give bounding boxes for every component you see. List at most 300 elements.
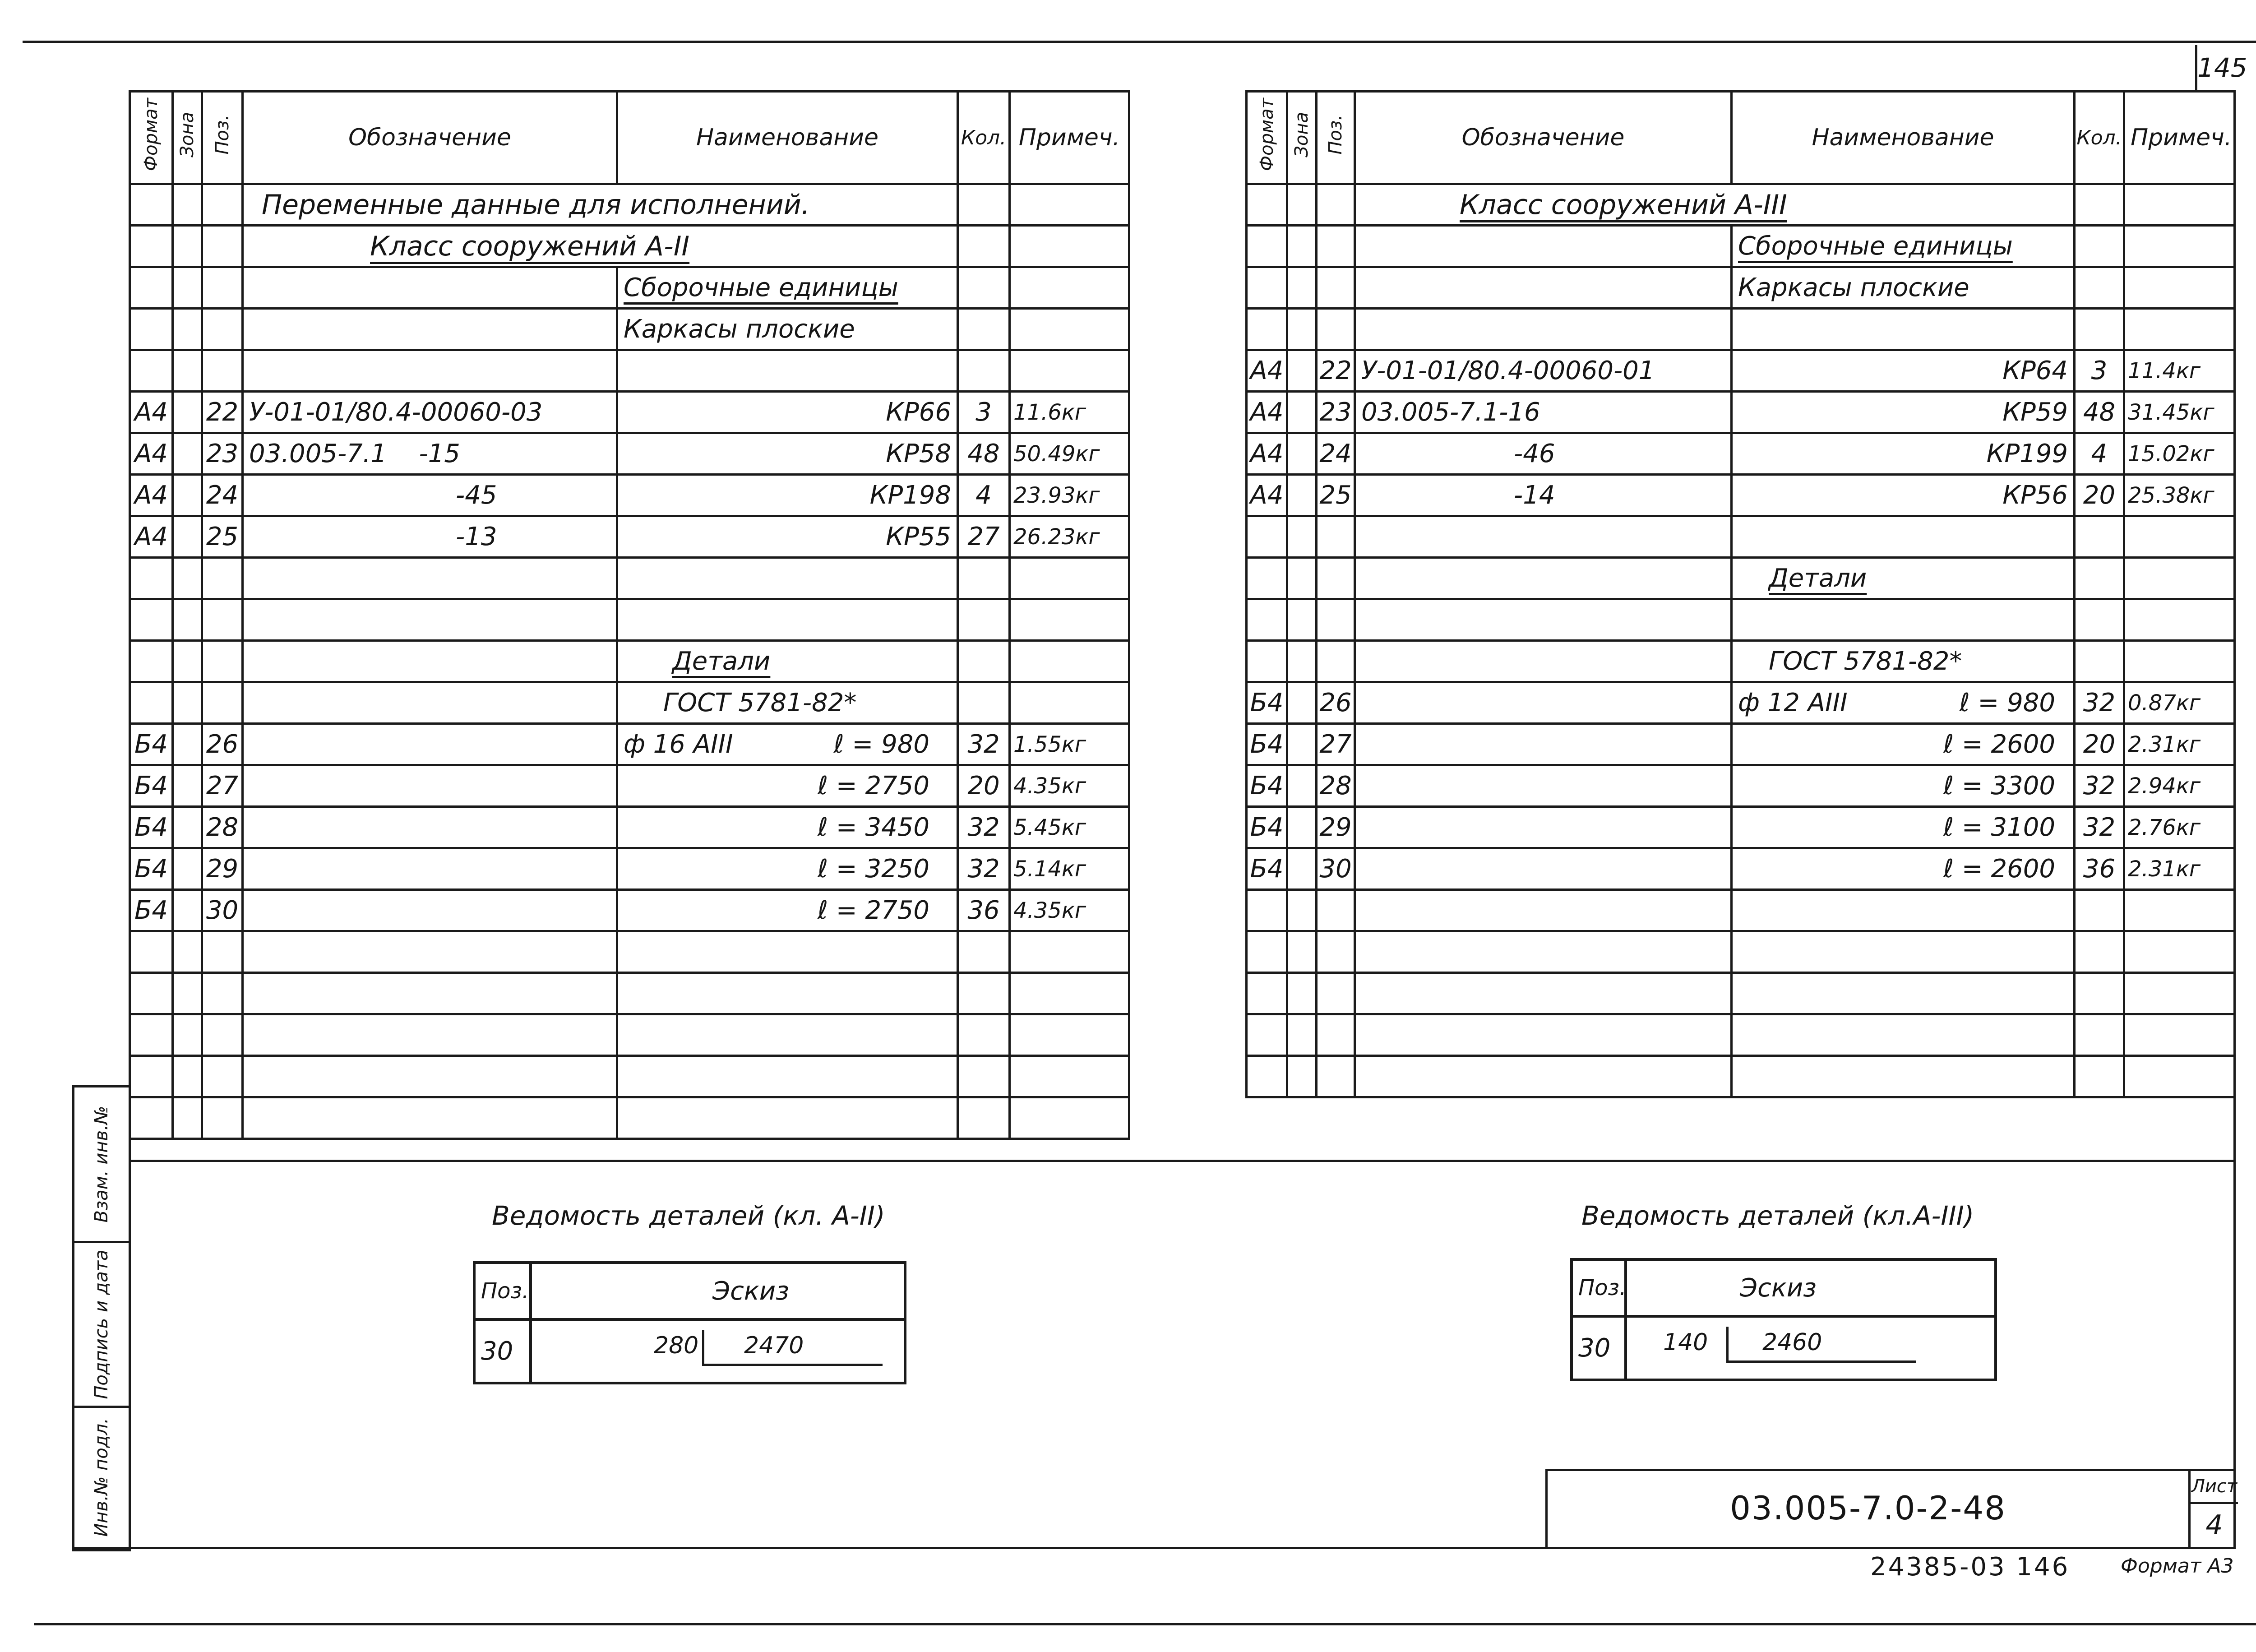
cell-text: ℓ = 980 (833, 730, 929, 759)
table-cell (2075, 1056, 2124, 1097)
table-cell (1317, 1014, 1355, 1056)
table-cell (1287, 226, 1317, 267)
table-cell (243, 599, 617, 641)
table-cell (1010, 682, 1129, 724)
table-cell: 25.38кг (2124, 475, 2235, 516)
table-cell: Б4 (130, 765, 173, 807)
cell-text: Зона (1291, 112, 1312, 157)
table-cell (2075, 267, 2124, 309)
table-row (1247, 392, 2235, 433)
table-row (130, 848, 1129, 890)
left-title-variable-data: Переменные данные для исполнений. (262, 189, 810, 221)
table-cell (1010, 350, 1129, 392)
table-cell (243, 724, 617, 765)
table-cell (1247, 558, 1287, 599)
table-cell: 36 (2075, 848, 2124, 890)
table-cell (2075, 309, 2124, 350)
table-cell: КР64 (1732, 350, 2075, 392)
table-cell (202, 226, 243, 267)
table-cell (617, 931, 958, 973)
table-cell (1355, 807, 1732, 848)
right-sketch-dim2: 2460 (1762, 1329, 1822, 1356)
table-cell (130, 350, 173, 392)
table-cell: Кол. (2075, 92, 2124, 184)
table-cell: Примеч. (2124, 92, 2235, 184)
table-cell (1010, 1056, 1129, 1097)
table-cell: 03.005-7.1 -15 (243, 433, 617, 475)
table-cell (130, 267, 173, 309)
table-row (1247, 475, 2235, 516)
table-cell (243, 973, 617, 1014)
table-cell (1247, 184, 1287, 226)
left-sketch-dim2: 2470 (744, 1332, 804, 1359)
table-cell (173, 475, 202, 516)
table-cell (1010, 226, 1129, 267)
table-cell: 32 (958, 724, 1010, 765)
table-cell: 2.94кг (2124, 765, 2235, 807)
table-cell (1247, 973, 1287, 1014)
table-cell: 25 (1317, 475, 1355, 516)
table-cell (1010, 641, 1129, 682)
table-cell (243, 890, 617, 931)
table-row (130, 724, 1129, 765)
table-cell (958, 641, 1010, 682)
table-cell: Б4 (1247, 765, 1287, 807)
table-cell: 4 (2075, 433, 2124, 475)
table-cell (202, 184, 243, 226)
table-cell (958, 973, 1010, 1014)
table-cell (2124, 931, 2235, 973)
table-cell (2075, 599, 2124, 641)
table-cell (958, 184, 1010, 226)
table-cell (1287, 433, 1317, 475)
table-cell (1355, 890, 1732, 931)
table-cell: КР66 (617, 392, 958, 433)
signature-date-label: Подпись и дата (91, 1249, 112, 1399)
table-cell (2124, 890, 2235, 931)
table-cell (1355, 1056, 1732, 1097)
table-cell (1247, 267, 1287, 309)
table-cell: 15.02кг (2124, 433, 2235, 475)
table-cell: -13 (243, 516, 617, 558)
table-cell: 32 (2075, 682, 2124, 724)
inv-replace-cell (74, 1087, 129, 1243)
table-cell (2124, 309, 2235, 350)
table-cell (2075, 1014, 2124, 1056)
table-cell (1287, 267, 1317, 309)
table-cell: Б4 (1247, 848, 1287, 890)
table-cell (173, 1097, 202, 1139)
table-cell (1732, 890, 2075, 931)
table-cell: 20 (2075, 475, 2124, 516)
table-cell: 30 (1317, 848, 1355, 890)
table-cell (1355, 931, 1732, 973)
left-section-frames: Каркасы плоские (624, 315, 855, 344)
table-cell (617, 724, 958, 765)
table-cell (173, 807, 202, 848)
table-cell (617, 267, 958, 309)
table-cell: ℓ = 2600 (1732, 724, 2075, 765)
table-cell (1287, 558, 1317, 599)
table-cell (617, 1097, 958, 1139)
table-cell (1287, 475, 1317, 516)
left-spec-table (129, 90, 1130, 1140)
table-cell: 23 (202, 433, 243, 475)
table-cell (130, 92, 173, 184)
table-cell (2124, 1014, 2235, 1056)
table-cell (1355, 724, 1732, 765)
table-cell: 50.49кг (1010, 433, 1129, 475)
table-cell: Б4 (1247, 724, 1287, 765)
table-cell (1317, 1056, 1355, 1097)
table-cell (243, 184, 958, 226)
table-cell: 48 (958, 433, 1010, 475)
table-cell: 32 (958, 848, 1010, 890)
table-cell (243, 931, 617, 973)
col-pos-label: Поз. (212, 115, 233, 155)
table-cell (1355, 516, 1732, 558)
table-cell (2124, 558, 2235, 599)
table-cell (1355, 309, 1732, 350)
left-title-class: Класс сооружений А-II (370, 230, 690, 262)
table-cell (617, 350, 958, 392)
table-cell (1287, 599, 1317, 641)
table-row (1247, 350, 2235, 392)
table-cell (173, 848, 202, 890)
table-cell (202, 1097, 243, 1139)
table-cell (1317, 267, 1355, 309)
right-title-class: Класс сооружений А-III (1460, 189, 1787, 221)
inv-original-cell (74, 1408, 129, 1547)
table-cell (2075, 516, 2124, 558)
table-cell: 27 (1317, 724, 1355, 765)
table-cell: КР56 (1732, 475, 2075, 516)
table-row (1247, 433, 2235, 475)
table-cell (1355, 682, 1732, 724)
cell-text: Формат (1256, 98, 1277, 171)
table-cell (243, 226, 958, 267)
table-cell: 11.6кг (1010, 392, 1129, 433)
left-bar-sketch (654, 1330, 884, 1366)
table-cell (2124, 184, 2235, 226)
inv-replace-label: Взам. инв.№ (91, 1106, 112, 1223)
table-cell (1317, 184, 1355, 226)
table-cell (1355, 226, 1732, 267)
table-cell (958, 267, 1010, 309)
table-cell: Б4 (1247, 682, 1287, 724)
table-cell (173, 765, 202, 807)
right-section-details: Детали (1769, 564, 1867, 593)
table-cell: У-01-01/80.4-00060-03 (243, 392, 617, 433)
table-cell: КР59 (1732, 392, 2075, 433)
table-cell (1732, 309, 2075, 350)
table-cell: 4.35кг (1010, 765, 1129, 807)
table-cell (958, 1056, 1010, 1097)
table-cell (202, 1014, 243, 1056)
table-cell (1247, 516, 1287, 558)
table-cell (173, 682, 202, 724)
col-format-label: Формат (141, 98, 162, 171)
table-cell (2124, 1056, 2235, 1097)
table-cell: У-01-01/80.4-00060-01 (1355, 350, 1732, 392)
table-cell (173, 1056, 202, 1097)
table-cell (2075, 890, 2124, 931)
table-cell (130, 931, 173, 973)
table-cell: -14 (1355, 475, 1732, 516)
table-cell (1355, 558, 1732, 599)
right-section-frames: Каркасы плоские (1738, 273, 1969, 302)
table-cell: 32 (2075, 807, 2124, 848)
sheet-number: 4 (2205, 1509, 2223, 1541)
table-cell: 2.31кг (2124, 848, 2235, 890)
table-cell (173, 267, 202, 309)
table-cell: А4 (130, 516, 173, 558)
table-cell (130, 1097, 173, 1139)
col-designation-label: Обозначение (243, 92, 617, 184)
table-cell (1010, 599, 1129, 641)
right-statement-title: Ведомость деталей (кл.А-III) (1581, 1200, 1974, 1231)
table-cell (958, 350, 1010, 392)
table-cell (1355, 184, 2075, 226)
inv-original-label: Инв.№ подл. (91, 1418, 112, 1537)
table-cell (1247, 226, 1287, 267)
table-cell (1732, 682, 2075, 724)
right-bar-spec: ф 12 АIII (1738, 688, 1848, 717)
table-cell (1355, 599, 1732, 641)
table-cell (1317, 92, 1355, 184)
table-cell (173, 599, 202, 641)
table-cell (1317, 641, 1355, 682)
table-cell (2124, 226, 2235, 267)
table-cell (2124, 516, 2235, 558)
left-sketch-pos: 30 (474, 1319, 531, 1383)
table-cell (958, 682, 1010, 724)
table-cell (202, 350, 243, 392)
table-cell: Наименование (1732, 92, 2075, 184)
table-cell (1287, 1014, 1317, 1056)
table-cell: 2.31кг (2124, 724, 2235, 765)
table-row (130, 807, 1129, 848)
table-cell (1317, 226, 1355, 267)
table-cell: 5.45кг (1010, 807, 1129, 848)
table-cell (958, 931, 1010, 973)
table-cell (2124, 599, 2235, 641)
table-cell (958, 1097, 1010, 1139)
table-cell: А4 (1247, 433, 1287, 475)
table-cell (1247, 1056, 1287, 1097)
table-cell (617, 309, 958, 350)
table-cell: 2.76кг (2124, 807, 2235, 848)
table-cell: 20 (958, 765, 1010, 807)
table-cell (202, 309, 243, 350)
left-bar-spec: ф 16 АIII (624, 730, 733, 759)
table-cell (1317, 599, 1355, 641)
table-cell (617, 1014, 958, 1056)
table-cell: 29 (1317, 807, 1355, 848)
table-cell (1287, 392, 1317, 433)
table-cell (1732, 267, 2075, 309)
table-cell: 26 (202, 724, 243, 765)
table-cell (2124, 973, 2235, 1014)
table-cell (1247, 641, 1287, 682)
table-cell (1010, 309, 1129, 350)
table-cell (1247, 92, 1287, 184)
table-cell (202, 558, 243, 599)
table-cell (1010, 1097, 1129, 1139)
table-cell (1287, 807, 1317, 848)
table-cell: 5.14кг (1010, 848, 1129, 890)
table-row (130, 516, 1129, 558)
left-section-details: Детали (672, 647, 771, 676)
table-cell (173, 433, 202, 475)
table-cell (243, 682, 617, 724)
table-cell: КР58 (617, 433, 958, 475)
left-sketch-pos-header: Поз. (474, 1263, 531, 1319)
table-cell (1732, 226, 2075, 267)
table-cell: 24 (1317, 433, 1355, 475)
table-cell (958, 226, 1010, 267)
right-sketch-dim1: 140 (1663, 1329, 1708, 1356)
table-cell (173, 516, 202, 558)
table-cell (1317, 973, 1355, 1014)
table-row (1247, 765, 2235, 807)
table-cell: 22 (1317, 350, 1355, 392)
table-cell (1317, 309, 1355, 350)
table-cell (958, 599, 1010, 641)
table-cell (173, 184, 202, 226)
table-cell: А4 (1247, 392, 1287, 433)
table-cell: 0.87кг (2124, 682, 2235, 724)
page-number: 145 (2197, 52, 2247, 83)
table-cell: Б4 (1247, 807, 1287, 848)
table-cell: 28 (1317, 765, 1355, 807)
table-cell: ℓ = 2600 (1732, 848, 2075, 890)
table-cell: 25 (202, 516, 243, 558)
table-cell (617, 1056, 958, 1097)
cell-text: Поз. (1325, 115, 1346, 155)
table-cell: 28 (202, 807, 243, 848)
table-cell (243, 765, 617, 807)
table-cell (130, 226, 173, 267)
left-sketch-table (473, 1261, 906, 1384)
left-sketch-header: Эскиз (531, 1263, 905, 1319)
table-cell: Б4 (130, 848, 173, 890)
right-section-assembly: Сборочные единицы (1738, 231, 2013, 261)
table-cell (1287, 848, 1317, 890)
table-cell: ℓ = 2750 (617, 765, 958, 807)
table-cell (617, 599, 958, 641)
page-number-box (2195, 45, 2247, 93)
table-cell (243, 807, 617, 848)
table-cell (1247, 1014, 1287, 1056)
table-cell: 27 (202, 765, 243, 807)
table-cell (531, 1319, 905, 1383)
table-cell (2124, 641, 2235, 682)
table-cell: 30 (202, 890, 243, 931)
table-cell: ℓ = 3300 (1732, 765, 2075, 807)
table-cell (173, 392, 202, 433)
side-stamp (72, 1085, 131, 1551)
table-cell: -46 (1355, 433, 1732, 475)
right-sketch-pos: 30 (1572, 1316, 1626, 1380)
table-cell (1626, 1316, 1996, 1380)
table-cell (1732, 931, 2075, 973)
table-cell (1732, 1056, 2075, 1097)
table-cell (1287, 682, 1317, 724)
table-cell (202, 682, 243, 724)
table-cell: А4 (1247, 475, 1287, 516)
table-cell (173, 309, 202, 350)
table-cell: А4 (130, 433, 173, 475)
table-cell (1010, 931, 1129, 973)
table-cell: 36 (958, 890, 1010, 931)
table-cell (243, 641, 617, 682)
table-cell: ℓ = 3250 (617, 848, 958, 890)
table-cell: 20 (2075, 724, 2124, 765)
right-sketch-header: Эскиз (1626, 1259, 1996, 1316)
table-cell (243, 309, 617, 350)
table-cell (1247, 931, 1287, 973)
table-cell: КР198 (617, 475, 958, 516)
table-cell (173, 1014, 202, 1056)
table-cell (1010, 1014, 1129, 1056)
table-cell (2075, 226, 2124, 267)
table-cell: 11.4кг (2124, 350, 2235, 392)
bottom-rule (34, 1623, 2256, 1625)
right-sketch-pos-header: Поз. (1572, 1259, 1626, 1316)
table-cell (202, 931, 243, 973)
table-cell (2075, 558, 2124, 599)
table-cell (1287, 1056, 1317, 1097)
left-sketch-dim1: 280 (654, 1332, 699, 1359)
table-cell (1732, 1014, 2075, 1056)
table-cell (1287, 516, 1317, 558)
left-section-assembly: Сборочные единицы (624, 273, 898, 302)
table-cell (1010, 558, 1129, 599)
table-cell: А4 (130, 475, 173, 516)
table-cell (1287, 350, 1317, 392)
table-cell (130, 184, 173, 226)
table-cell: 3 (958, 392, 1010, 433)
table-cell (958, 558, 1010, 599)
table-cell: 22 (202, 392, 243, 433)
table-cell (1287, 931, 1317, 973)
right-bar-sketch (1663, 1327, 1916, 1363)
table-cell (243, 1056, 617, 1097)
table-cell (1287, 765, 1317, 807)
table-cell (1287, 641, 1317, 682)
table-cell (1355, 1014, 1732, 1056)
top-border (23, 41, 2256, 43)
table-cell (958, 309, 1010, 350)
table-cell (1317, 890, 1355, 931)
table-cell: 27 (958, 516, 1010, 558)
table-cell (2075, 973, 2124, 1014)
table-cell (1732, 973, 2075, 1014)
table-cell (202, 641, 243, 682)
table-cell (1247, 599, 1287, 641)
table-cell (173, 92, 202, 184)
table-cell (202, 973, 243, 1014)
table-cell (1287, 92, 1317, 184)
table-cell: 23.93кг (1010, 475, 1129, 516)
table-cell (1287, 184, 1317, 226)
table-cell: 23 (1317, 392, 1355, 433)
table-cell (2124, 267, 2235, 309)
table-cell (1010, 267, 1129, 309)
table-cell (202, 599, 243, 641)
table-cell (202, 267, 243, 309)
